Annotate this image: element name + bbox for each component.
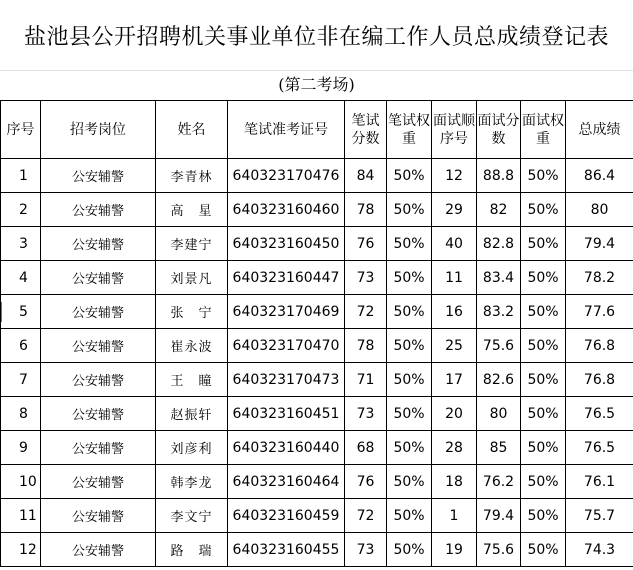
cell-post[interactable]: 公安辅警 [41,431,156,465]
cell-total[interactable]: 76.5 [566,431,633,465]
cell-interview-score[interactable]: 80 [477,397,521,431]
cell-interview-order[interactable]: 19 [432,533,477,567]
table-row [1,193,633,227]
cell-interview-order[interactable]: 11 [432,261,477,295]
cell-post[interactable]: 公安辅警 [41,159,156,193]
cell-no[interactable]: 2 [1,193,41,227]
cell-no[interactable]: 5 [1,295,41,329]
cell-written-score[interactable]: 76 [345,227,387,261]
cell-post[interactable]: 公安辅警 [41,295,156,329]
cell-written-weight[interactable]: 50% [387,193,432,227]
cell-total[interactable]: 78.2 [566,261,633,295]
cell-name[interactable]: 李建宁 [156,227,228,261]
cell-written-weight[interactable]: 50% [387,227,432,261]
cell-post[interactable]: 公安辅警 [41,193,156,227]
cell-name[interactable]: 李文宁 [156,499,228,533]
cell-interview-score[interactable]: 88.8 [477,159,521,193]
cell-interview-score[interactable]: 82.8 [477,227,521,261]
cell-interview-weight[interactable]: 50% [521,431,566,465]
cell-total[interactable]: 74.3 [566,533,633,567]
cell-name[interactable]: 刘彦利 [156,431,228,465]
cell-total[interactable]: 76.8 [566,329,633,363]
cell-written-score[interactable]: 71 [345,363,387,397]
table-row [1,431,633,465]
page-title: 盐池县公开招聘机关事业单位非在编工作人员总成绩登记表 [0,0,633,71]
cell-interview-weight[interactable]: 50% [521,261,566,295]
table-header-row [1,101,633,159]
cell-interview-weight[interactable]: 50% [521,193,566,227]
cell-total[interactable]: 79.4 [566,227,633,261]
cell-no[interactable]: 8 [1,397,41,431]
cell-no[interactable]: 7 [1,363,41,397]
cell-name[interactable]: 韩李龙 [156,465,228,499]
cell-interview-order[interactable]: 18 [432,465,477,499]
cell-written-weight[interactable]: 50% [387,397,432,431]
cell-written-score[interactable]: 73 [345,397,387,431]
cell-interview-weight[interactable]: 50% [521,159,566,193]
cell-written-weight[interactable]: 50% [387,159,432,193]
table-row [1,329,633,363]
cell-interview-score[interactable]: 79.4 [477,499,521,533]
cell-written-score[interactable]: 73 [345,261,387,295]
cell-no[interactable]: 6 [1,329,41,363]
cell-written-weight[interactable]: 50% [387,363,432,397]
header-post[interactable]: 招考岗位 [41,101,156,159]
cell-ticket[interactable]: 640323160460 [228,193,345,227]
table-row [1,465,633,499]
cell-interview-weight[interactable]: 50% [521,363,566,397]
header-name[interactable]: 姓名 [156,101,228,159]
cell-written-weight[interactable]: 50% [387,465,432,499]
cell-ticket[interactable]: 640323160464 [228,465,345,499]
cell-post[interactable]: 公安辅警 [41,397,156,431]
cell-written-weight[interactable]: 50% [387,295,432,329]
cell-total[interactable]: 76.1 [566,465,633,499]
cell-ticket[interactable]: 640323160450 [228,227,345,261]
cell-name[interactable]: 王 瞳 [156,363,228,397]
cell-total[interactable]: 77.6 [566,295,633,329]
table-row [1,499,633,533]
cell-ticket[interactable]: 640323160455 [228,533,345,567]
cell-ticket[interactable]: 640323170469 [228,295,345,329]
cell-name[interactable]: 高 星 [156,193,228,227]
cell-interview-score[interactable]: 76.2 [477,465,521,499]
cell-no[interactable]: 12 [1,533,41,567]
cell-no[interactable]: 9 [1,431,41,465]
header-interview-score[interactable]: 面试分数 [477,101,521,159]
header-ticket[interactable]: 笔试准考证号 [228,101,345,159]
table-row [1,397,633,431]
cell-interview-weight[interactable]: 50% [521,329,566,363]
cell-total[interactable]: 80 [566,193,633,227]
cell-interview-score[interactable]: 82 [477,193,521,227]
cell-total[interactable]: 76.5 [566,397,633,431]
cell-written-weight[interactable]: 50% [387,329,432,363]
cell-interview-order[interactable]: 17 [432,363,477,397]
cell-interview-order[interactable]: 20 [432,397,477,431]
cell-no[interactable]: 3 [1,227,41,261]
cell-written-score[interactable]: 78 [345,193,387,227]
cell-interview-weight[interactable]: 50% [521,533,566,567]
cell-no[interactable]: 4 [1,261,41,295]
cell-post[interactable]: 公安辅警 [41,499,156,533]
cell-interview-score[interactable]: 85 [477,431,521,465]
cell-interview-order[interactable]: 25 [432,329,477,363]
cell-interview-score[interactable]: 83.2 [477,295,521,329]
cell-written-weight[interactable]: 50% [387,431,432,465]
cell-total[interactable]: 86.4 [566,159,633,193]
cell-post[interactable]: 公安辅警 [41,261,156,295]
cell-written-score[interactable]: 72 [345,295,387,329]
header-interview-order[interactable]: 面试顺序号 [432,101,477,159]
table-row [1,227,633,261]
cell-ticket[interactable]: 640323160451 [228,397,345,431]
header-total[interactable]: 总成绩 [566,101,633,159]
cell-written-score[interactable]: 72 [345,499,387,533]
cell-total[interactable]: 76.8 [566,363,633,397]
cell-interview-order[interactable]: 28 [432,431,477,465]
cell-interview-weight[interactable]: 50% [521,499,566,533]
cell-name[interactable]: 赵振轩 [156,397,228,431]
cell-post[interactable]: 公安辅警 [41,533,156,567]
cell-interview-score[interactable]: 82.6 [477,363,521,397]
cell-interview-order[interactable]: 40 [432,227,477,261]
page-subtitle: (第二考场) [278,75,355,94]
cell-interview-score[interactable]: 75.6 [477,329,521,363]
cell-name[interactable]: 路 瑞 [156,533,228,567]
cell-interview-score[interactable]: 75.6 [477,533,521,567]
cell-interview-weight[interactable]: 50% [521,465,566,499]
cell-ticket[interactable]: 640323160459 [228,499,345,533]
cell-interview-order[interactable]: 29 [432,193,477,227]
cell-post[interactable]: 公安辅警 [41,363,156,397]
table-row [1,261,633,295]
cell-written-weight[interactable]: 50% [387,499,432,533]
score-table [0,100,633,567]
header-interview-weight[interactable]: 面试权重 [521,101,566,159]
cell-interview-order[interactable]: 12 [432,159,477,193]
cell-post[interactable]: 公安辅警 [41,329,156,363]
cell-written-weight[interactable]: 50% [387,261,432,295]
cell-interview-order[interactable]: 1 [432,499,477,533]
cell-written-score[interactable]: 84 [345,159,387,193]
header-no[interactable]: 序号 [1,101,41,159]
cell-no[interactable]: 11 [1,499,41,533]
table-row [1,363,633,397]
table-row [1,533,633,567]
header-written-score[interactable]: 笔试分数 [345,101,387,159]
table-row [1,159,633,193]
cell-interview-order[interactable]: 16 [432,295,477,329]
cell-post[interactable]: 公安辅警 [41,465,156,499]
cell-written-score[interactable]: 78 [345,329,387,363]
cell-no[interactable]: 10 [1,465,41,499]
table-row [1,295,633,329]
header-written-weight[interactable]: 笔试权重 [387,101,432,159]
cell-ticket[interactable]: 640323160447 [228,261,345,295]
cell-no[interactable]: 1 [1,159,41,193]
cell-written-score[interactable]: 73 [345,533,387,567]
cell-ticket[interactable]: 640323170473 [228,363,345,397]
cell-ticket[interactable]: 640323160440 [228,431,345,465]
cell-ticket[interactable]: 640323170470 [228,329,345,363]
cell-interview-weight[interactable]: 50% [521,397,566,431]
cell-written-score[interactable]: 76 [345,465,387,499]
cell-ticket[interactable]: 640323170476 [228,159,345,193]
cell-post[interactable]: 公安辅警 [41,227,156,261]
cell-written-weight[interactable]: 50% [387,533,432,567]
cell-interview-weight[interactable]: 50% [521,227,566,261]
cell-name[interactable]: 刘景凡 [156,261,228,295]
cell-written-score[interactable]: 68 [345,431,387,465]
cell-name[interactable]: 李青林 [156,159,228,193]
cell-total[interactable]: 75.7 [566,499,633,533]
cell-name[interactable]: 崔永波 [156,329,228,363]
cell-interview-weight[interactable]: 50% [521,295,566,329]
cell-interview-score[interactable]: 83.4 [477,261,521,295]
cell-name[interactable]: 张 宁 [156,295,228,329]
